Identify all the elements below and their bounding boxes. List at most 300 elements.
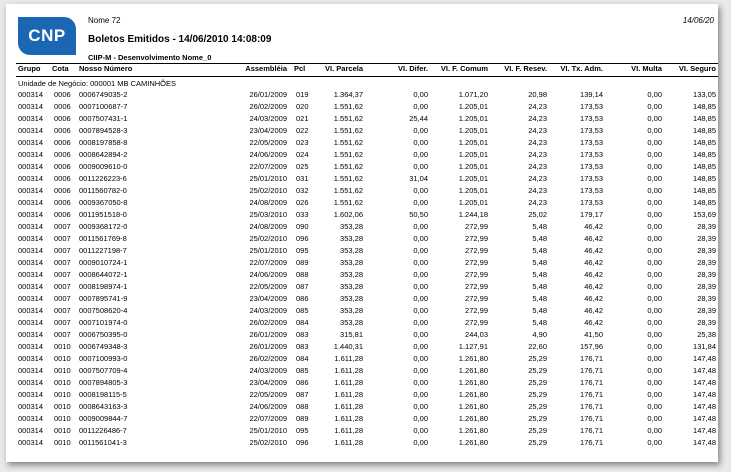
cell-vl-tx-adm: 179,17 bbox=[580, 210, 603, 219]
cell-pcl: 021 bbox=[296, 114, 309, 123]
cell-pcl: 025 bbox=[296, 162, 309, 171]
cell-vl-f-resev: 25,29 bbox=[528, 378, 547, 387]
cell-nosso-numero: 0011560782-0 bbox=[79, 186, 127, 195]
cell-vl-parcela: 1.611,28 bbox=[334, 390, 363, 399]
cell-vl-multa: 0,00 bbox=[647, 366, 662, 375]
cell-vl-tx-adm: 176,71 bbox=[580, 354, 603, 363]
cell-vl-f-comum: 272,99 bbox=[465, 282, 488, 291]
cell-vl-parcela: 353,28 bbox=[340, 234, 363, 243]
table-row bbox=[16, 377, 718, 389]
cell-grupo: 000314 bbox=[18, 258, 44, 267]
table-row bbox=[16, 353, 718, 365]
cell-vl-f-comum: 272,99 bbox=[465, 270, 488, 279]
cell-vl-seguro: 148,85 bbox=[693, 174, 716, 183]
cell-vl-tx-adm: 139,14 bbox=[580, 90, 603, 99]
cell-cota: 0006 bbox=[54, 210, 71, 219]
cell-cota: 0010 bbox=[54, 342, 71, 351]
cell-vl-f-comum: 1.127,91 bbox=[458, 342, 488, 351]
cell-vl-f-resev: 25,29 bbox=[528, 366, 547, 375]
table-row bbox=[16, 173, 718, 185]
cell-vl-f-resev: 24,23 bbox=[528, 102, 547, 111]
cell-vl-f-resev: 25,29 bbox=[528, 426, 547, 435]
cell-vl-parcela: 353,28 bbox=[340, 282, 363, 291]
cell-vl-f-resev: 25,29 bbox=[528, 414, 547, 423]
cell-vl-seguro: 28,39 bbox=[697, 258, 716, 267]
cell-grupo: 000314 bbox=[18, 102, 44, 111]
cell-nosso-numero: 0007507431-1 bbox=[79, 114, 128, 123]
table-row bbox=[16, 101, 718, 113]
cell-pcl: 026 bbox=[296, 198, 309, 207]
cell-pcl: 088 bbox=[296, 270, 309, 279]
cell-vl-seguro: 147,48 bbox=[693, 354, 716, 363]
cell-vl-multa: 0,00 bbox=[647, 90, 662, 99]
table-row bbox=[16, 161, 718, 173]
cell-vl-difer: 50,50 bbox=[409, 210, 428, 219]
cell-nosso-numero: 0009010724-1 bbox=[79, 258, 128, 267]
cell-vl-seguro: 131,84 bbox=[693, 342, 716, 351]
cell-cota: 0006 bbox=[54, 138, 71, 147]
cell-assembleia: 25/02/2010 bbox=[249, 234, 287, 243]
cell-pcl: 084 bbox=[296, 318, 309, 327]
cell-vl-seguro: 28,39 bbox=[697, 318, 716, 327]
cell-cota: 0007 bbox=[54, 282, 71, 291]
cell-vl-parcela: 1.611,28 bbox=[334, 426, 363, 435]
cell-vl-difer: 0,00 bbox=[413, 318, 428, 327]
cell-grupo: 000314 bbox=[18, 90, 44, 99]
cell-vl-multa: 0,00 bbox=[647, 234, 662, 243]
cell-assembleia: 22/05/2009 bbox=[249, 390, 287, 399]
cell-nosso-numero: 0011227198-7 bbox=[79, 246, 127, 255]
table-row bbox=[16, 293, 718, 305]
col-header-pcl: Pcl bbox=[294, 64, 306, 73]
cell-assembleia: 25/02/2010 bbox=[249, 186, 287, 195]
cell-vl-tx-adm: 46,42 bbox=[584, 234, 603, 243]
cell-grupo: 000314 bbox=[18, 162, 44, 171]
logo-text: CNP bbox=[28, 26, 66, 45]
cell-vl-tx-adm: 46,42 bbox=[584, 294, 603, 303]
cell-assembleia: 26/02/2009 bbox=[249, 318, 287, 327]
cell-vl-seguro: 147,48 bbox=[693, 378, 716, 387]
cell-cota: 0007 bbox=[54, 270, 71, 279]
cell-cota: 0006 bbox=[54, 186, 71, 195]
cell-grupo: 000314 bbox=[18, 222, 44, 231]
cell-assembleia: 24/03/2009 bbox=[249, 114, 287, 123]
cell-vl-f-resev: 25,29 bbox=[528, 390, 547, 399]
cell-nosso-numero: 0009367050-8 bbox=[79, 198, 128, 207]
col-header-vl-difer: VI. Difer. bbox=[397, 64, 428, 73]
table-row bbox=[16, 185, 718, 197]
header-divider-bottom bbox=[16, 76, 718, 77]
cell-vl-tx-adm: 173,53 bbox=[580, 150, 603, 159]
cell-vl-f-comum: 1.244,18 bbox=[458, 210, 488, 219]
cell-vl-difer: 0,00 bbox=[413, 138, 428, 147]
cell-pcl: 022 bbox=[296, 126, 309, 135]
cell-assembleia: 25/01/2010 bbox=[249, 246, 287, 255]
cell-vl-f-resev: 20,98 bbox=[528, 90, 547, 99]
cell-vl-f-resev: 25,29 bbox=[528, 354, 547, 363]
cell-vl-f-resev: 25,29 bbox=[528, 402, 547, 411]
cell-vl-multa: 0,00 bbox=[647, 150, 662, 159]
table-row bbox=[16, 209, 718, 221]
report-subtitle: CIIP-M - Desenvolvimento Nome_0 bbox=[88, 53, 212, 62]
cell-vl-tx-adm: 173,53 bbox=[580, 126, 603, 135]
cell-vl-parcela: 353,28 bbox=[340, 306, 363, 315]
cell-cota: 0007 bbox=[54, 258, 71, 267]
cell-vl-difer: 0,00 bbox=[413, 390, 428, 399]
report-title: Boletos Emitidos - 14/06/2010 14:08:09 bbox=[88, 34, 272, 45]
cell-cota: 0006 bbox=[54, 162, 71, 171]
cell-vl-parcela: 1.602,06 bbox=[333, 210, 363, 219]
cell-grupo: 000314 bbox=[18, 234, 44, 243]
col-header-vl-seguro: VI. Seguro bbox=[678, 64, 716, 73]
cell-vl-seguro: 148,85 bbox=[693, 150, 716, 159]
cell-vl-f-resev: 25,02 bbox=[528, 210, 547, 219]
cell-vl-multa: 0,00 bbox=[647, 174, 662, 183]
cell-vl-difer: 0,00 bbox=[413, 426, 428, 435]
cell-vl-multa: 0,00 bbox=[647, 222, 662, 231]
table-row bbox=[16, 389, 718, 401]
cell-vl-parcela: 1.551,62 bbox=[333, 186, 363, 195]
cell-vl-seguro: 28,39 bbox=[697, 246, 716, 255]
table-row bbox=[16, 113, 718, 125]
cell-vl-f-resev: 24,23 bbox=[528, 162, 547, 171]
cell-vl-difer: 0,00 bbox=[413, 198, 428, 207]
table-row bbox=[16, 125, 718, 137]
cell-vl-parcela: 1.611,28 bbox=[334, 438, 363, 447]
cell-grupo: 000314 bbox=[18, 414, 44, 423]
table-row bbox=[16, 317, 718, 329]
cnp-logo bbox=[18, 17, 76, 55]
cell-vl-parcela: 353,28 bbox=[340, 318, 363, 327]
cell-vl-difer: 0,00 bbox=[413, 162, 428, 171]
cell-vl-multa: 0,00 bbox=[647, 414, 662, 423]
cell-vl-f-comum: 1.205,01 bbox=[458, 174, 488, 183]
cell-vl-multa: 0,00 bbox=[647, 438, 662, 447]
cell-vl-f-comum: 1.205,01 bbox=[458, 114, 488, 123]
cell-grupo: 000314 bbox=[18, 438, 44, 447]
cell-vl-seguro: 153,69 bbox=[693, 210, 716, 219]
cell-vl-difer: 0,00 bbox=[413, 306, 428, 315]
cell-grupo: 000314 bbox=[18, 282, 44, 291]
cell-vl-tx-adm: 46,42 bbox=[584, 246, 603, 255]
cell-vl-tx-adm: 176,71 bbox=[580, 366, 603, 375]
cell-vl-parcela: 1.611,28 bbox=[334, 402, 363, 411]
cell-assembleia: 24/03/2009 bbox=[249, 306, 287, 315]
cell-vl-tx-adm: 173,53 bbox=[580, 114, 603, 123]
cell-cota: 0007 bbox=[54, 318, 71, 327]
cell-vl-f-resev: 5,48 bbox=[532, 246, 547, 255]
cell-assembleia: 22/07/2009 bbox=[249, 162, 287, 171]
cell-grupo: 000314 bbox=[18, 138, 44, 147]
cell-vl-difer: 0,00 bbox=[413, 282, 428, 291]
cell-vl-tx-adm: 176,71 bbox=[580, 438, 603, 447]
cell-grupo: 000314 bbox=[18, 306, 44, 315]
cell-grupo: 000314 bbox=[18, 174, 44, 183]
cell-vl-seguro: 148,85 bbox=[693, 102, 716, 111]
cell-grupo: 000314 bbox=[18, 246, 44, 255]
cell-assembleia: 26/01/2009 bbox=[249, 342, 287, 351]
cell-pcl: 088 bbox=[296, 402, 309, 411]
cell-assembleia: 22/07/2009 bbox=[249, 258, 287, 267]
cell-vl-tx-adm: 46,42 bbox=[584, 222, 603, 231]
cell-vl-f-comum: 1.205,01 bbox=[458, 126, 488, 135]
cell-vl-f-comum: 272,99 bbox=[465, 294, 488, 303]
cell-nosso-numero: 0011561769-8 bbox=[79, 234, 127, 243]
cell-pcl: 084 bbox=[296, 354, 309, 363]
cell-nosso-numero: 0007100993-0 bbox=[79, 354, 128, 363]
cell-vl-f-comum: 1.261,80 bbox=[458, 366, 488, 375]
cell-pcl: 033 bbox=[296, 210, 309, 219]
cell-vl-difer: 0,00 bbox=[413, 330, 428, 339]
cell-cota: 0007 bbox=[54, 306, 71, 315]
table-row bbox=[16, 437, 718, 449]
col-header-grupo: Grupo bbox=[18, 64, 41, 73]
cell-vl-difer: 0,00 bbox=[413, 258, 428, 267]
cell-nosso-numero: 0007894528-3 bbox=[79, 126, 128, 135]
cell-vl-seguro: 148,85 bbox=[693, 162, 716, 171]
cell-vl-difer: 0,00 bbox=[413, 378, 428, 387]
cell-cota: 0006 bbox=[54, 102, 71, 111]
cell-grupo: 000314 bbox=[18, 330, 44, 339]
cell-vl-difer: 0,00 bbox=[413, 402, 428, 411]
cell-vl-f-comum: 272,99 bbox=[465, 222, 488, 231]
cell-cota: 0007 bbox=[54, 222, 71, 231]
table-row bbox=[16, 149, 718, 161]
cell-pcl: 089 bbox=[296, 258, 309, 267]
cell-nosso-numero: 0008643163-3 bbox=[79, 402, 128, 411]
cell-pcl: 095 bbox=[296, 426, 309, 435]
cell-vl-seguro: 28,39 bbox=[697, 282, 716, 291]
cell-vl-parcela: 1.611,28 bbox=[334, 354, 363, 363]
table-row bbox=[16, 281, 718, 293]
cell-grupo: 000314 bbox=[18, 318, 44, 327]
cell-vl-difer: 0,00 bbox=[413, 222, 428, 231]
cell-grupo: 000314 bbox=[18, 354, 44, 363]
cell-cota: 0010 bbox=[54, 366, 71, 375]
cell-pcl: 086 bbox=[296, 294, 309, 303]
cell-pcl: 086 bbox=[296, 378, 309, 387]
cell-grupo: 000314 bbox=[18, 150, 44, 159]
cell-vl-difer: 0,00 bbox=[413, 186, 428, 195]
cell-vl-multa: 0,00 bbox=[647, 306, 662, 315]
cell-vl-multa: 0,00 bbox=[647, 198, 662, 207]
cell-nosso-numero: 0007508620-4 bbox=[79, 306, 128, 315]
cell-pcl: 087 bbox=[296, 390, 309, 399]
col-header-assembleia: Assembléia bbox=[245, 64, 287, 73]
cell-cota: 0006 bbox=[54, 126, 71, 135]
cell-grupo: 000314 bbox=[18, 198, 44, 207]
cell-vl-f-comum: 244,03 bbox=[465, 330, 488, 339]
table-row bbox=[16, 137, 718, 149]
cell-vl-f-resev: 22,60 bbox=[528, 342, 547, 351]
cell-assembleia: 24/06/2009 bbox=[249, 270, 287, 279]
cell-vl-seguro: 28,39 bbox=[697, 222, 716, 231]
cell-assembleia: 25/03/2010 bbox=[249, 210, 287, 219]
cell-nosso-numero: 0006749035-2 bbox=[79, 90, 128, 99]
cell-vl-multa: 0,00 bbox=[647, 378, 662, 387]
cell-vl-f-comum: 1.261,80 bbox=[458, 426, 488, 435]
table-row bbox=[16, 197, 718, 209]
cell-assembleia: 24/06/2009 bbox=[249, 150, 287, 159]
cell-vl-difer: 0,00 bbox=[413, 90, 428, 99]
cell-assembleia: 22/07/2009 bbox=[249, 414, 287, 423]
cell-vl-multa: 0,00 bbox=[647, 426, 662, 435]
col-header-vl-multa: VI. Multa bbox=[631, 64, 662, 73]
cell-assembleia: 25/01/2010 bbox=[249, 426, 287, 435]
cell-vl-multa: 0,00 bbox=[647, 126, 662, 135]
cell-vl-difer: 0,00 bbox=[413, 246, 428, 255]
cell-vl-parcela: 1.551,62 bbox=[333, 162, 363, 171]
cell-vl-f-comum: 1.205,01 bbox=[458, 162, 488, 171]
cell-pcl: 032 bbox=[296, 186, 309, 195]
cell-cota: 0006 bbox=[54, 114, 71, 123]
cell-pcl: 031 bbox=[296, 174, 309, 183]
cell-vl-tx-adm: 46,42 bbox=[584, 306, 603, 315]
cell-pcl: 083 bbox=[296, 342, 309, 351]
cell-assembleia: 24/03/2009 bbox=[249, 366, 287, 375]
cell-nosso-numero: 0009009610-0 bbox=[79, 162, 128, 171]
cell-vl-f-resev: 24,23 bbox=[528, 114, 547, 123]
cell-pcl: 085 bbox=[296, 366, 309, 375]
cell-vl-multa: 0,00 bbox=[647, 402, 662, 411]
table-row bbox=[16, 425, 718, 437]
table-row bbox=[16, 233, 718, 245]
report-page bbox=[6, 4, 718, 462]
cell-vl-seguro: 133,05 bbox=[693, 90, 716, 99]
cell-vl-f-comum: 1.261,80 bbox=[458, 414, 488, 423]
cell-vl-f-comum: 272,99 bbox=[465, 258, 488, 267]
cell-vl-multa: 0,00 bbox=[647, 210, 662, 219]
col-header-vl-parcela: VI. Parcela bbox=[325, 64, 363, 73]
cell-vl-parcela: 1.440,31 bbox=[333, 342, 363, 351]
cell-vl-f-comum: 1.261,80 bbox=[458, 438, 488, 447]
cell-pcl: 023 bbox=[296, 138, 309, 147]
cell-vl-parcela: 353,28 bbox=[340, 270, 363, 279]
cell-vl-f-resev: 5,48 bbox=[532, 306, 547, 315]
cell-vl-difer: 25,44 bbox=[409, 114, 428, 123]
cell-vl-tx-adm: 46,42 bbox=[584, 258, 603, 267]
cell-vl-f-resev: 24,23 bbox=[528, 138, 547, 147]
cell-vl-seguro: 147,48 bbox=[693, 390, 716, 399]
cell-vl-parcela: 1.551,62 bbox=[333, 102, 363, 111]
cell-vl-f-comum: 1.205,01 bbox=[458, 150, 488, 159]
cell-vl-f-comum: 1.261,80 bbox=[458, 402, 488, 411]
cell-cota: 0010 bbox=[54, 438, 71, 447]
cell-nosso-numero: 0011561041-3 bbox=[79, 438, 127, 447]
cell-nosso-numero: 0009368172-0 bbox=[79, 222, 128, 231]
cell-vl-tx-adm: 173,53 bbox=[580, 102, 603, 111]
cell-pcl: 096 bbox=[296, 234, 309, 243]
cell-nosso-numero: 0007895741-9 bbox=[79, 294, 128, 303]
cell-vl-tx-adm: 176,71 bbox=[580, 378, 603, 387]
cell-vl-tx-adm: 173,53 bbox=[580, 198, 603, 207]
cell-vl-f-comum: 1.261,80 bbox=[458, 390, 488, 399]
cell-vl-multa: 0,00 bbox=[647, 342, 662, 351]
cell-vl-tx-adm: 173,53 bbox=[580, 174, 603, 183]
cell-vl-seguro: 147,48 bbox=[693, 438, 716, 447]
cell-vl-difer: 0,00 bbox=[413, 294, 428, 303]
table-row bbox=[16, 341, 718, 353]
cell-nosso-numero: 0008198974-1 bbox=[79, 282, 128, 291]
col-header-cota: Cota bbox=[52, 64, 69, 73]
cell-vl-difer: 0,00 bbox=[413, 342, 428, 351]
cell-vl-parcela: 353,28 bbox=[340, 246, 363, 255]
cell-cota: 0006 bbox=[54, 150, 71, 159]
cell-vl-f-comum: 1.205,01 bbox=[458, 102, 488, 111]
cell-vl-parcela: 353,28 bbox=[340, 294, 363, 303]
table-row bbox=[16, 401, 718, 413]
cell-vl-tx-adm: 46,42 bbox=[584, 270, 603, 279]
cell-pcl: 020 bbox=[296, 102, 309, 111]
cell-vl-f-resev: 5,48 bbox=[532, 318, 547, 327]
cell-nosso-numero: 0008642894-2 bbox=[79, 150, 128, 159]
cell-vl-f-resev: 24,23 bbox=[528, 150, 547, 159]
cell-vl-tx-adm: 173,53 bbox=[580, 162, 603, 171]
boletos-table bbox=[16, 89, 718, 449]
table-row bbox=[16, 365, 718, 377]
cell-cota: 0006 bbox=[54, 198, 71, 207]
table-row bbox=[16, 305, 718, 317]
cell-grupo: 000314 bbox=[18, 270, 44, 279]
cell-vl-tx-adm: 157,96 bbox=[580, 342, 603, 351]
cell-vl-f-comum: 1.071,20 bbox=[458, 90, 488, 99]
cell-vl-tx-adm: 41,50 bbox=[584, 330, 603, 339]
cell-nosso-numero: 0011226223-6 bbox=[79, 174, 127, 183]
cell-vl-seguro: 148,85 bbox=[693, 138, 716, 147]
cell-cota: 0007 bbox=[54, 246, 71, 255]
cell-nosso-numero: 0008197858-8 bbox=[79, 138, 128, 147]
col-header-nosso-numero: Nosso Número bbox=[79, 64, 133, 73]
cell-vl-seguro: 147,48 bbox=[693, 414, 716, 423]
cell-vl-f-resev: 4,90 bbox=[532, 330, 547, 339]
cell-vl-multa: 0,00 bbox=[647, 282, 662, 291]
cell-vl-seguro: 147,48 bbox=[693, 402, 716, 411]
cell-nosso-numero: 0011951518-0 bbox=[79, 210, 127, 219]
cell-cota: 0010 bbox=[54, 402, 71, 411]
cell-nosso-numero: 0009009844-7 bbox=[79, 414, 128, 423]
table-row bbox=[16, 257, 718, 269]
cell-nosso-numero: 0006749348-3 bbox=[79, 342, 128, 351]
cell-vl-f-comum: 272,99 bbox=[465, 318, 488, 327]
cell-vl-difer: 0,00 bbox=[413, 234, 428, 243]
cell-vl-f-resev: 5,48 bbox=[532, 222, 547, 231]
cell-vl-multa: 0,00 bbox=[647, 270, 662, 279]
cell-grupo: 000314 bbox=[18, 390, 44, 399]
cell-vl-tx-adm: 46,42 bbox=[584, 318, 603, 327]
cell-vl-seguro: 148,85 bbox=[693, 198, 716, 207]
cell-cota: 0007 bbox=[54, 234, 71, 243]
cell-assembleia: 22/05/2009 bbox=[249, 138, 287, 147]
cell-vl-multa: 0,00 bbox=[647, 354, 662, 363]
cell-vl-f-resev: 5,48 bbox=[532, 258, 547, 267]
cell-assembleia: 25/02/2010 bbox=[249, 438, 287, 447]
column-headers bbox=[16, 64, 718, 74]
cell-vl-tx-adm: 173,53 bbox=[580, 138, 603, 147]
cell-vl-f-comum: 1.205,01 bbox=[458, 138, 488, 147]
cell-nosso-numero: 0007894805-3 bbox=[79, 378, 128, 387]
cell-vl-f-resev: 24,23 bbox=[528, 186, 547, 195]
cell-pcl: 019 bbox=[296, 90, 309, 99]
cell-assembleia: 22/05/2009 bbox=[249, 282, 287, 291]
cell-vl-f-comum: 1.261,80 bbox=[458, 354, 488, 363]
table-row bbox=[16, 329, 718, 341]
cell-vl-tx-adm: 176,71 bbox=[580, 426, 603, 435]
cell-pcl: 024 bbox=[296, 150, 309, 159]
cell-pcl: 095 bbox=[296, 246, 309, 255]
cell-nosso-numero: 0008644072-1 bbox=[79, 270, 128, 279]
cell-assembleia: 24/06/2009 bbox=[249, 402, 287, 411]
cell-cota: 0010 bbox=[54, 426, 71, 435]
